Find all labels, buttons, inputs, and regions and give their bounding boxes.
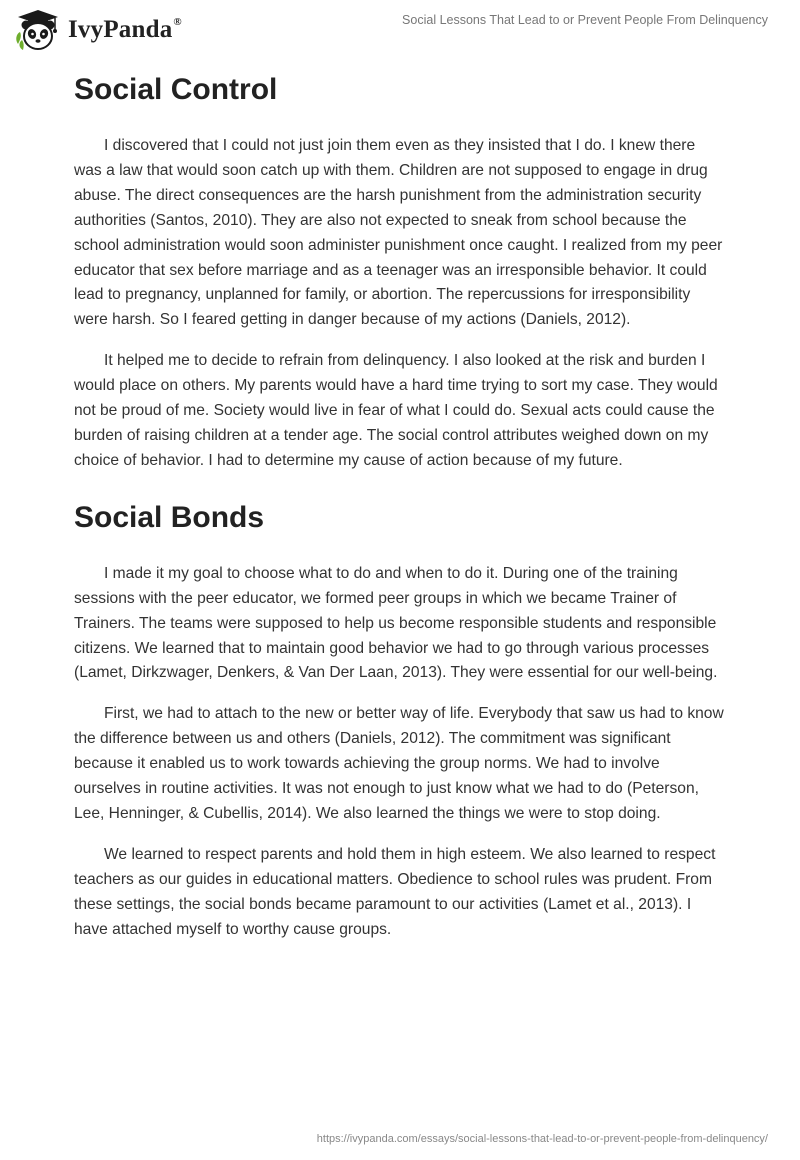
source-url-link[interactable]: https://ivypanda.com/essays/social-lessons-that-lead-to-or-prevent-people-from-delinquency/	[316, 1133, 768, 1145]
paragraph: First, we had to attach to the new or better way of life. Everybody that saw us had to know the difference between us and others (Daniels, 2012). The commitment was significant because it enabled us to work towards achieving the group norms. We had to involve ourselves in routine activities. It was not enough to just know what we had to do (Peterson, Lee, Henninger, & Cubellis, 2014). We also learned the things we were to stop doing.	[74, 705, 724, 822]
section-heading: Social Control	[74, 73, 278, 106]
brand-name: IvyPanda®	[68, 16, 182, 43]
registered-mark: ®	[173, 16, 182, 28]
panda-graduate-icon	[14, 8, 62, 52]
paragraph: It helped me to decide to refrain from delinquency. I also looked at the risk and burden I would place on others. My parents would have a hard time trying to sort my case. They would not be proud of me. Society would live in fear of what I could do. Sexual acts could cause the burden of raising children at a tender age. The social control attributes weighed down on my choice of behavior. I had to determine my cause of action because of my future.	[74, 352, 718, 469]
paragraph: We learned to respect parents and hold them in high esteem. We also learned to respect teachers as our guides in educational matters. Obedience to school rules was prudent. From these settings, the social bonds became paramount to our activities (Lamet et al., 2013). I have attached myself to worthy cause groups.	[74, 845, 716, 938]
page-header	[0, 0, 800, 60]
section-heading: Social Bonds	[74, 500, 265, 534]
essay-content	[74, 68, 726, 958]
section-social-bonds	[74, 496, 726, 943]
paragraph: I made it my goal to choose what to do and when to do it. During one of the training sessions with the peer educator, we formed peer groups in which we became Trainer of Trainers. The teams were supposed to help us become responsible students and responsible citizens. We learned that to maintain good behavior we had to go through various processes (Lamet, Dirkzwager, Denkers, & Van Der Laan, 2013). They were essential for our well-being.	[74, 564, 718, 682]
document-title: Social Lessons That Lead to or Prevent People From Delinquency	[402, 13, 768, 27]
section-social-control	[74, 68, 726, 474]
paragraph: I discovered that I could not just join them even as they insisted that I do. I knew there was a law that would soon catch up with them. Children are not supposed to engage in drug abuse. The direct consequences are the harsh punishment from the administration security authorities (Santos, 2010). They are also not expected to sneak from school because the school administration would soon administer punishment once caught. I realized from my peer educator that sex before marriage and as a teenager was an irresponsible behavior. It could lead to pregnancy, unplanned for family, or abortion. The repercussions for irresponsibility were harsh. So I feared getting in danger because of my actions (Daniels, 2012).	[74, 137, 723, 329]
ivypanda-logo[interactable]	[14, 8, 182, 52]
